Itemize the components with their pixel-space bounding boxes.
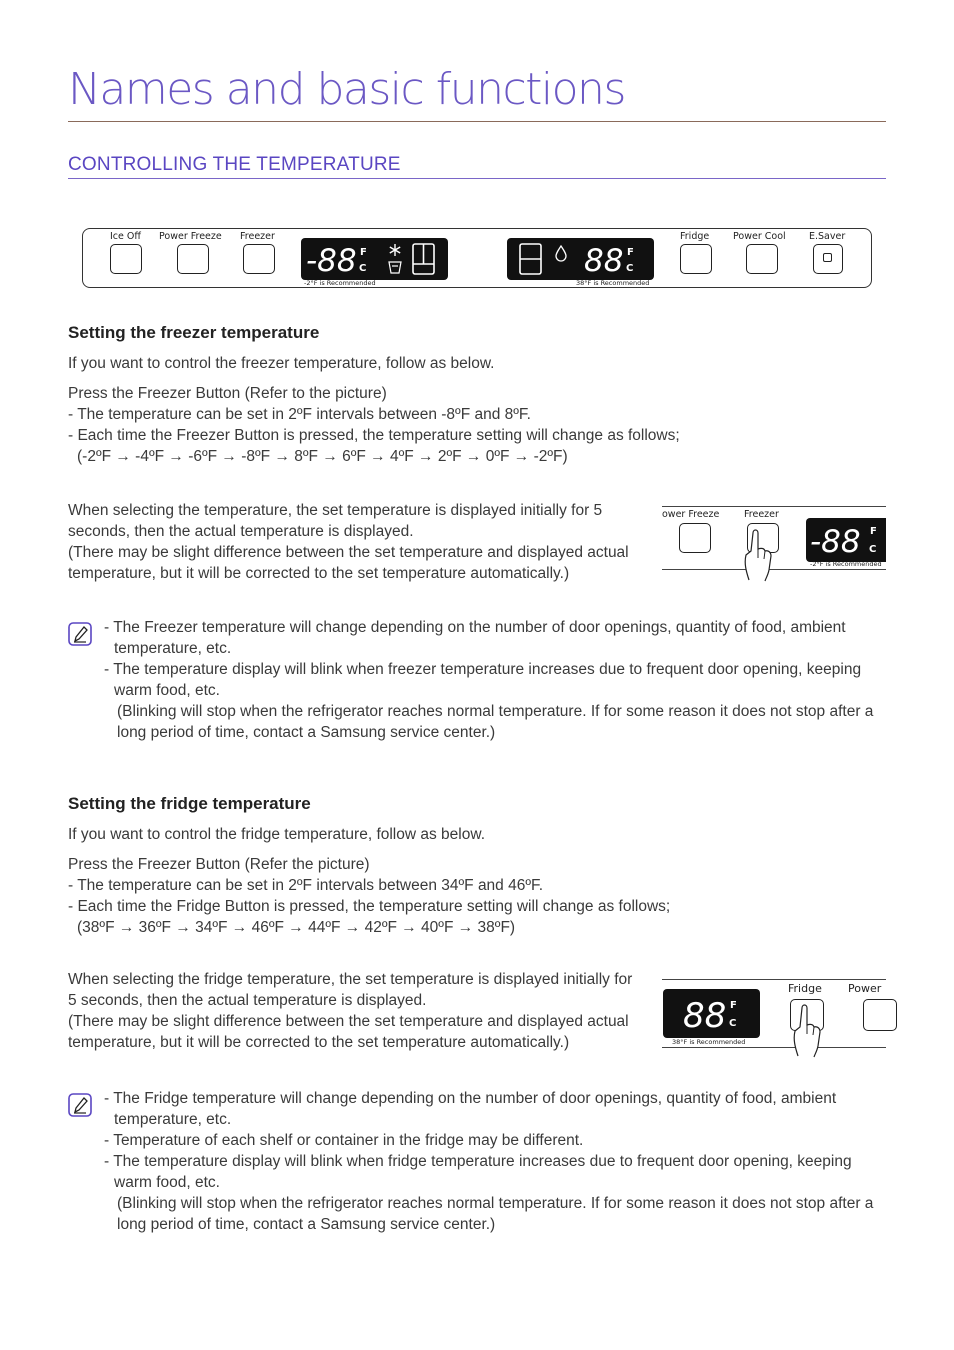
freezer-display-line: temperature, but it will be corrected to the set temperature automatically.) [68,565,570,582]
figure-top-rule [662,979,886,980]
control-panel [82,228,872,288]
figure-fridge-recommended: 38°F is Recommended [672,1038,746,1046]
freezer-unit-f: F [360,247,367,258]
power-cool-button[interactable] [746,244,778,274]
fridge-display [507,238,654,280]
note-pencil-icon [68,1093,92,1117]
section-heading: CONTROLLING THE TEMPERATURE [68,154,401,175]
esaver-button[interactable] [813,244,843,274]
fridge-sequence: (38ºF → 36ºF → 34ºF → 46ºF → 44ºF → 42ºF → 40ºF → 38ºF) [77,919,516,936]
freezer-door-icon [413,244,434,274]
fridge-unit-f: F [627,247,634,258]
figure-fridge-unit-c: C [729,1018,737,1029]
freezer-lcd-svg [301,238,448,280]
freezer-note-item: - The Freezer temperature will change depending on the number of door openings, quantity of food, ambient temperature, etc. [104,619,846,657]
figure-freezer-unit-c: C [869,544,877,555]
freezer-digits: -88 [306,243,357,279]
power-cool-label: Power Cool [733,231,786,242]
freezer-button[interactable] [243,244,275,274]
esaver-label: E.Saver [809,231,846,242]
ice-bucket-icon [389,262,401,273]
fridge-display-line: (There may be slight difference between the set temperature and displayed actual [68,1013,629,1030]
figure-bottom-rule [662,1047,886,1048]
pointing-hand-icon [786,1000,828,1058]
freezer-display [301,238,448,280]
fridge-note-item: - The temperature display will blink when fridge temperature increases due to frequent door opening, keeping warm food, etc. [104,1153,852,1191]
water-drop-icon [556,246,566,261]
figure-fridge-label: Fridge [788,982,822,995]
figure-freezer-display [806,518,886,562]
freezer-note-item: - The temperature display will blink when freezer temperature increases due to frequent door opening, keeping warm food, etc. [104,661,862,699]
figure-freezer-recommended: -2°F is Recommended [810,560,882,568]
fridge-unit-c: C [626,263,634,274]
page-title: Names and basic functions [68,64,625,115]
note-pencil-icon [68,622,92,646]
ice-off-button[interactable] [110,244,142,274]
snowflake-icon [390,244,400,256]
fridge-step: Press the Freezer Button (Refer the picture) [68,856,370,873]
figure-fridge-display [663,989,760,1038]
fridge-step: - The temperature can be set in 2ºF intervals between 34ºF and 46ºF. [68,877,544,894]
figure-fridge-lcd-svg [663,989,760,1038]
fridge-display-note [68,969,632,1053]
pointing-hand-icon [737,525,777,583]
figure-fridge-unit-f: F [730,1000,737,1011]
fridge-note-item: - The Fridge temperature will change depending on the number of door openings, quantity of food, ambient temperature, etc. [104,1090,837,1128]
power-freeze-label: Power Freeze [159,231,222,242]
fridge-digits: 88 [584,243,624,279]
freezer-step: - Each time the Freezer Button is pressed, the temperature setting will change as follows; [68,427,680,444]
fridge-door-icon [520,244,541,274]
figure-power-freeze-button[interactable] [679,523,711,553]
freezer-display-line: When selecting the temperature, the set temperature is displayed initially for 5 [68,502,603,519]
freezer-heading: Setting the freezer temperature [68,323,320,342]
freezer-step: - The temperature can be set in 2ºF intervals between -8ºF and 8ºF. [68,406,531,423]
freezer-detail-figure [662,505,886,585]
figure-top-rule [662,506,886,507]
figure-freezer-lcd-svg [806,518,886,562]
freezer-unit-c: C [359,263,367,274]
ice-off-label: Ice Off [110,231,141,242]
fridge-notes [104,1088,874,1235]
fridge-note-item: (Blinking will stop when the refrigerator reaches normal temperature. If for some reason it does not stop after a long period of time, contact a Samsung service center.) [117,1195,874,1233]
freezer-display-line: seconds, then the actual temperature is displayed. [68,523,414,540]
fridge-steps [68,854,670,938]
fridge-display-line: temperature, but it will be corrected to the set temperature automatically.) [68,1034,570,1051]
freezer-sequence: (-2ºF → -4ºF → -6ºF → -8ºF → 8ºF → 6ºF → 4ºF → 2ºF → 0ºF → -2ºF) [77,448,568,465]
figure-power-freeze-label: ower Freeze [662,509,720,520]
freezer-display-line: (There may be slight difference between the set temperature and displayed actual [68,544,629,561]
fridge-recommended-label: 38°F is Recommended [576,279,650,287]
freezer-display-note [68,500,629,584]
power-freeze-button[interactable] [177,244,209,274]
fridge-note-item: - Temperature of each shelf or container in the fridge may be different. [104,1132,584,1149]
figure-power-label: Power [848,982,882,995]
figure-power-cool-button[interactable] [863,999,897,1031]
freezer-note-item: (Blinking will stop when the refrigerator reaches normal temperature. If for some reason it does not stop after a long period of time, contact a Samsung service center.) [117,703,874,741]
section-divider [68,178,886,179]
freezer-intro: If you want to control the freezer temperature, follow as below. [68,355,495,372]
fridge-step: - Each time the Fridge Button is pressed, the temperature setting will change as follows; [68,898,671,915]
esaver-indicator [823,253,832,262]
freezer-label: Freezer [240,231,275,242]
figure-freezer-digits: -88 [810,524,861,560]
title-divider [68,121,886,122]
fridge-heading: Setting the fridge temperature [68,794,311,813]
figure-freezer-label: Freezer [744,509,779,520]
freezer-steps [68,383,680,467]
fridge-lcd-svg [507,238,654,280]
fridge-detail-figure [662,978,886,1058]
fridge-button[interactable] [680,244,712,274]
freezer-step: Press the Freezer Button (Refer to the picture) [68,385,387,402]
freezer-recommended-label: -2°F is Recommended [304,279,376,287]
figure-freezer-unit-f: F [870,526,877,537]
figure-fridge-digits: 88 [683,996,727,1036]
freezer-notes [104,617,874,743]
fridge-label: Fridge [680,231,710,242]
fridge-display-line: 5 seconds, then the actual temperature is displayed. [68,992,427,1009]
fridge-display-line: When selecting the fridge temperature, the set temperature is displayed initially for [68,971,633,988]
fridge-intro: If you want to control the fridge temperature, follow as below. [68,826,486,843]
